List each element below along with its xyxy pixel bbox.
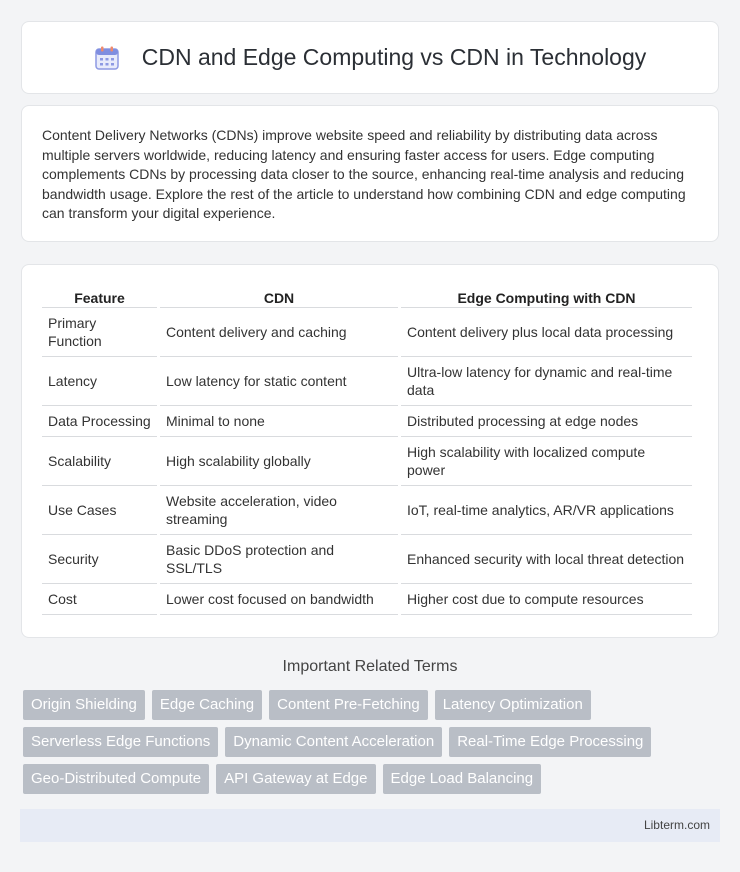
table-row (42, 308, 692, 357)
tag-origin-shielding[interactable]: Origin Shielding (23, 690, 145, 720)
table-cell: Higher cost due to compute resources (401, 584, 692, 615)
tag-real-time-edge-processing[interactable]: Real-Time Edge Processing (449, 727, 651, 757)
intro-paragraph: Content Delivery Networks (CDNs) improve website speed and reliability by distributing data across multiple servers worldwide, reducing latency and ensuring faster access for users. Edge computing complements CDNs by processing data closer to the source, enhancing real-time analysis and reducing bandwidth usage. Explore the rest of the article to understand how combining CDN and edge computing can transform your digital experience. (42, 127, 686, 221)
intro-card (21, 105, 719, 242)
table-cell: Content delivery and caching (160, 308, 398, 357)
table-cell: High scalability globally (160, 437, 398, 486)
tag-api-gateway-at-edge[interactable]: API Gateway at Edge (216, 764, 375, 794)
table-cell: Use Cases (42, 486, 157, 535)
table-cell: Latency (42, 357, 157, 406)
table-cell: Security (42, 535, 157, 584)
table-row (42, 584, 692, 615)
table-row (42, 486, 692, 535)
table-row (42, 406, 692, 437)
table-cell: Lower cost focused on bandwidth (160, 584, 398, 615)
table-cell: Website acceleration, video streaming (160, 486, 398, 535)
calendar-icon (94, 45, 120, 71)
table-cell: Content delivery plus local data processing (401, 308, 692, 357)
footer (20, 809, 720, 842)
table-cell: Cost (42, 584, 157, 615)
table-cell: Scalability (42, 437, 157, 486)
comparison-table-card (21, 264, 719, 638)
footer-brand-link[interactable]: Libterm.com (643, 818, 710, 832)
tag-dynamic-content-acceleration[interactable]: Dynamic Content Acceleration (225, 727, 442, 757)
table-cell: Distributed processing at edge nodes (401, 406, 692, 437)
comparison-table (39, 285, 695, 615)
table-cell: Minimal to none (160, 406, 398, 437)
table-cell: IoT, real-time analytics, AR/VR applications (401, 486, 692, 535)
table-row (42, 535, 692, 584)
tag-serverless-edge-functions[interactable]: Serverless Edge Functions (23, 727, 218, 757)
tag-content-pre-fetching[interactable]: Content Pre-Fetching (269, 690, 428, 720)
related-terms-tags (23, 690, 723, 801)
table-cell: Low latency for static content (160, 357, 398, 406)
title-card (21, 21, 719, 94)
table-row (42, 437, 692, 486)
table-cell: High scalability with localized compute power (401, 437, 692, 486)
table-header-feature: Feature (42, 285, 157, 308)
table-header-edge: Edge Computing with CDN (401, 285, 692, 308)
page-title: CDN and Edge Computing vs CDN in Technology (141, 44, 647, 70)
table-cell: Primary Function (42, 308, 157, 357)
tag-geo-distributed-compute[interactable]: Geo-Distributed Compute (23, 764, 209, 794)
table-cell: Data Processing (42, 406, 157, 437)
table-cell: Enhanced security with local threat detection (401, 535, 692, 584)
table-cell: Basic DDoS protection and SSL/TLS (160, 535, 398, 584)
table-cell: Ultra-low latency for dynamic and real-time data (401, 357, 692, 406)
tag-edge-caching[interactable]: Edge Caching (152, 690, 262, 720)
related-terms-title: Important Related Terms (282, 658, 458, 675)
table-row (42, 357, 692, 406)
tag-edge-load-balancing[interactable]: Edge Load Balancing (383, 764, 542, 794)
table-header-cdn: CDN (160, 285, 398, 308)
tag-latency-optimization[interactable]: Latency Optimization (435, 690, 591, 720)
